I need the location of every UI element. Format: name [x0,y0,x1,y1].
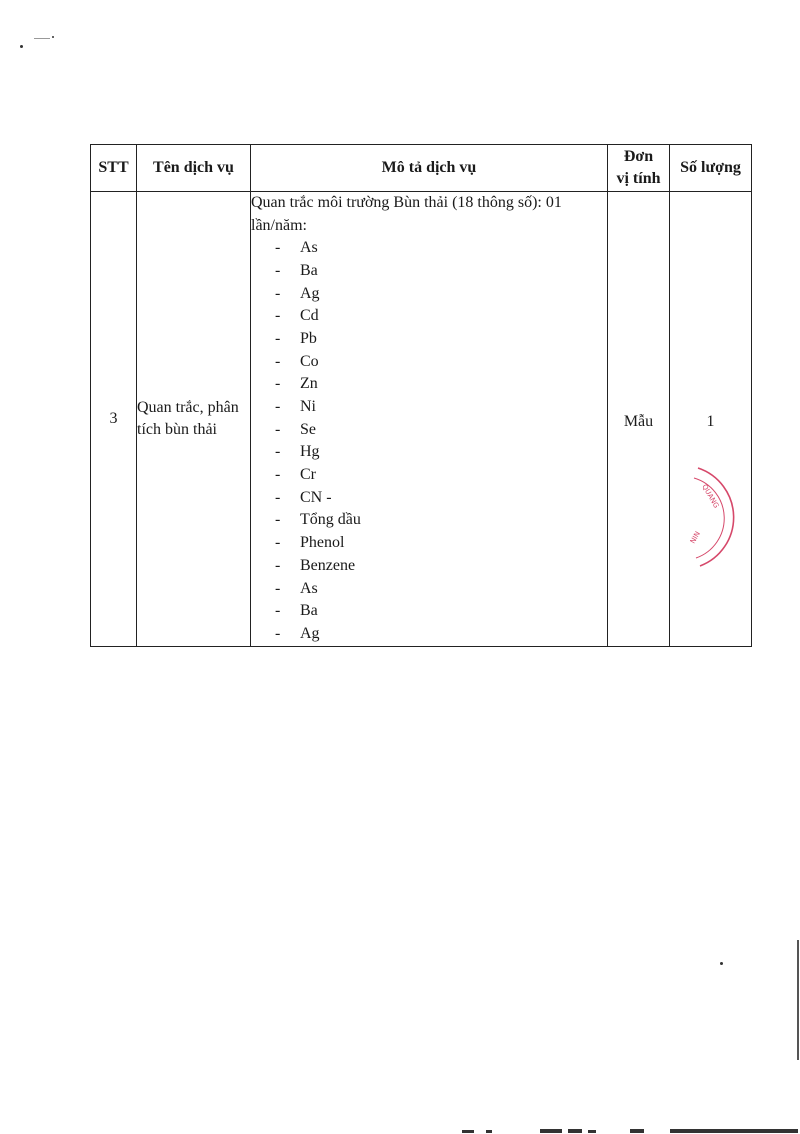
bullet-dash: - [275,602,281,620]
parameter-label: Ni [300,398,316,415]
bullet-dash: - [275,284,281,302]
bullet-dash: - [275,534,281,552]
bullet-dash: - [275,511,281,529]
header-unit-line2: vị tính [616,170,661,187]
scan-speck [720,962,723,965]
parameter-label: Zn [300,375,318,393]
header-unit [608,145,670,192]
scan-edge-line [797,940,799,1060]
header-quantity: Số lượng [670,145,752,192]
table-row [91,192,752,647]
parameter-label: As [300,239,318,257]
parameter-label: Hg [300,443,320,461]
header-stt: STT [91,145,137,192]
bullet-dash: - [275,352,281,370]
parameter-label: Benzene [300,556,356,574]
parameter-item [251,419,607,442]
bullet-dash: - [275,579,281,597]
parameter-label: Cr [300,466,316,484]
parameter-item [251,441,607,464]
header-unit-line1: Đơn [623,148,654,165]
bullet-dash: - [275,329,281,347]
description-intro: Quan trắc môi trường Bùn thải (18 thông số): 01 lần/năm: [251,194,562,234]
quantity-value: 1 [706,412,715,430]
parameter-label: Tổng dầu [300,511,361,529]
bullet-dash: - [275,443,281,461]
parameter-item [251,305,607,328]
parameter-item [251,487,607,510]
bullet-dash: - [275,398,281,415]
parameter-item [251,464,607,487]
parameter-item [251,532,607,555]
parameter-label: Phenol [300,534,345,552]
cell-stt: 3 [91,192,137,647]
parameter-label: Ag [300,624,320,642]
service-table [90,144,752,647]
parameter-label: Cd [300,307,319,325]
bullet-dash: - [275,261,281,279]
parameter-item [251,237,607,260]
parameter-label: As [300,579,318,597]
red-stamp-fragment [680,462,750,572]
cell-quantity [670,192,752,647]
parameter-label: Pb [300,329,317,347]
parameter-label: CN - [300,488,332,506]
scan-speck [34,38,50,39]
bullet-dash: - [275,420,281,438]
svg-text:NIN: NIN [688,530,703,545]
bullet-dash: - [275,239,281,257]
parameter-item [251,600,607,623]
header-service-name: Tên dịch vụ [137,145,251,192]
parameter-item [251,260,607,283]
header-service-description: Mô tả dịch vụ [251,145,608,192]
parameter-item [251,373,607,396]
parameter-item [251,578,607,601]
parameter-item [251,396,607,419]
parameter-item [251,623,607,646]
bullet-dash: - [275,624,281,642]
unit-value: Mẫu [623,412,654,430]
cell-unit [608,192,670,647]
parameter-label: Se [300,420,316,438]
cell-service-description [251,192,608,647]
bullet-dash: - [275,375,281,393]
bullet-dash: - [275,307,281,325]
bullet-dash: - [275,488,281,506]
parameter-item [251,509,607,532]
parameter-list [251,237,607,645]
scan-speck [20,45,23,48]
parameter-label: Ba [300,602,318,620]
scan-speck [52,36,54,38]
bullet-dash: - [275,466,281,484]
svg-text:QUANG: QUANG [700,483,721,510]
parameter-label: Co [300,352,319,370]
cell-service-name: Quan trắc, phân tích bùn thải [137,192,251,647]
parameter-item [251,328,607,351]
scan-bottom-marks [440,1127,800,1134]
table-header-row [91,145,752,192]
parameter-label: Ba [300,261,318,279]
parameter-label: Ag [300,284,320,302]
parameter-item [251,555,607,578]
bullet-dash: - [275,556,281,574]
parameter-item [251,283,607,306]
parameter-item [251,351,607,374]
